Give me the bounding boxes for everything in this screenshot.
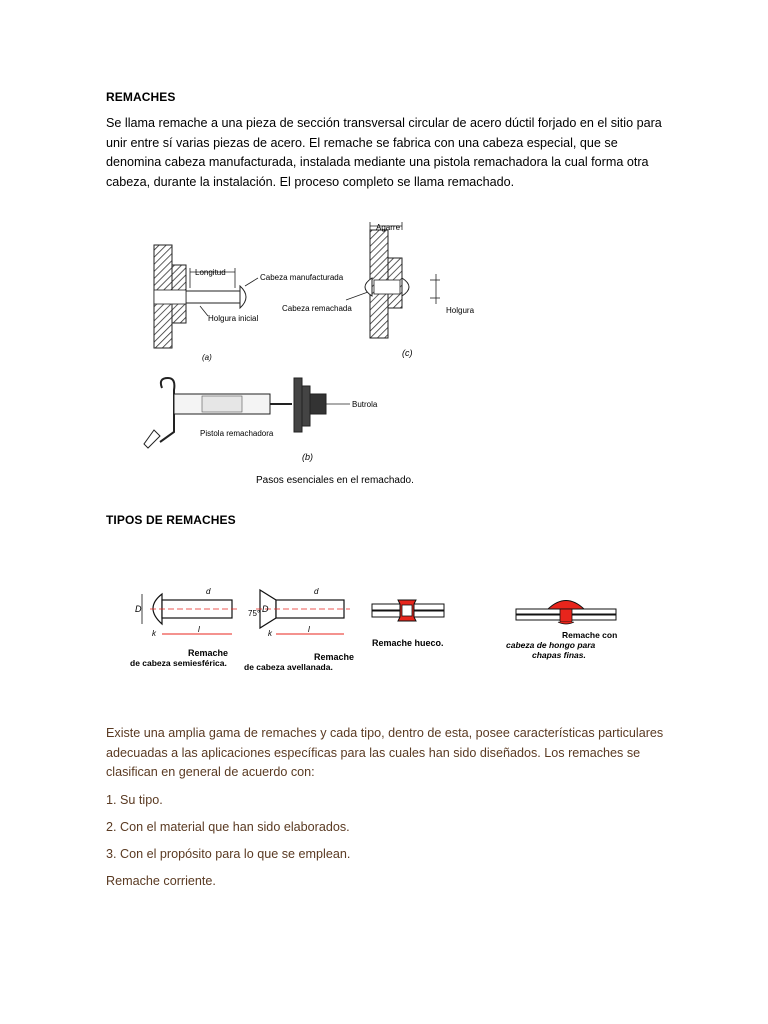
label-pistola: Pistola remachadora <box>200 429 274 438</box>
dim-d-1: d <box>206 587 211 596</box>
label-cabeza-remachada: Cabeza remachada <box>282 304 352 313</box>
label-hongo-3: chapas finas. <box>532 650 586 660</box>
label-agarre: Agarre <box>376 223 401 232</box>
remache-corriente-line: Remache corriente. <box>106 874 216 888</box>
label-hueco: Remache hueco. <box>372 638 444 648</box>
section-heading-tipos: TIPOS DE REMACHES <box>106 513 236 527</box>
riveting-steps-figure <box>140 200 480 490</box>
label-b: (b) <box>302 452 313 462</box>
label-a: (a) <box>202 353 212 362</box>
list-item-2: 2. Con el material que han sido elaborados. <box>106 820 350 834</box>
label-holgura: Holgura <box>446 306 475 315</box>
label-butrola: Butrola <box>352 400 378 409</box>
dim-D-2: D <box>262 604 269 614</box>
intro-paragraph: Se llama remache a una pieza de sección transversal circular de acero dúctil forjado en el sitio para unir entre sí varias piezas de acero. El remache se fabrica con una cabeza especial, que se denomina cabeza manufacturada, instalada mediante una pistola remachadora la cual forma otra cabeza, durante la instalación. El proceso completo se llama remachado. <box>106 116 662 189</box>
label-semiesferica-2: de cabeza semiesférica. <box>130 658 227 668</box>
dim-k-2: k <box>268 629 272 638</box>
dim-d-2: d <box>314 587 319 596</box>
section-heading-remaches: REMACHES <box>106 90 176 104</box>
dim-angle: 75° <box>248 609 261 618</box>
label-hongo-2: cabeza de hongo para <box>506 640 596 650</box>
label-c: (c) <box>402 348 413 358</box>
label-longitud: Longitud <box>195 268 226 277</box>
dim-k-1: k <box>152 629 156 638</box>
label-avellanada-2: de cabeza avellanada. <box>244 662 333 672</box>
label-avellanada-1: Remache <box>314 652 355 662</box>
list-item-1: 1. Su tipo. <box>106 793 163 807</box>
rivet-types-figure <box>130 576 650 676</box>
figure1-caption: Pasos esenciales en el remachado. <box>256 475 414 486</box>
label-holgura-inicial: Holgura inicial <box>208 314 259 323</box>
dim-l-2: l <box>308 625 310 634</box>
list-item-3: 3. Con el propósito para lo que se emplean. <box>106 847 351 861</box>
types-paragraph: Existe una amplia gama de remaches y cada tipo, dentro de esta, posee características particulares adecuadas a las aplicaciones específicas para las cuales han sido diseñados. Los remaches se clasifican en general de acuerdo con: <box>106 726 664 780</box>
dim-l-1: l <box>198 625 200 634</box>
label-hongo-1: Remache con <box>562 630 618 640</box>
dim-D-1: D <box>135 604 142 614</box>
label-cabeza-manufacturada: Cabeza manufacturada <box>260 273 344 282</box>
label-semiesferica-1: Remache <box>188 648 229 658</box>
